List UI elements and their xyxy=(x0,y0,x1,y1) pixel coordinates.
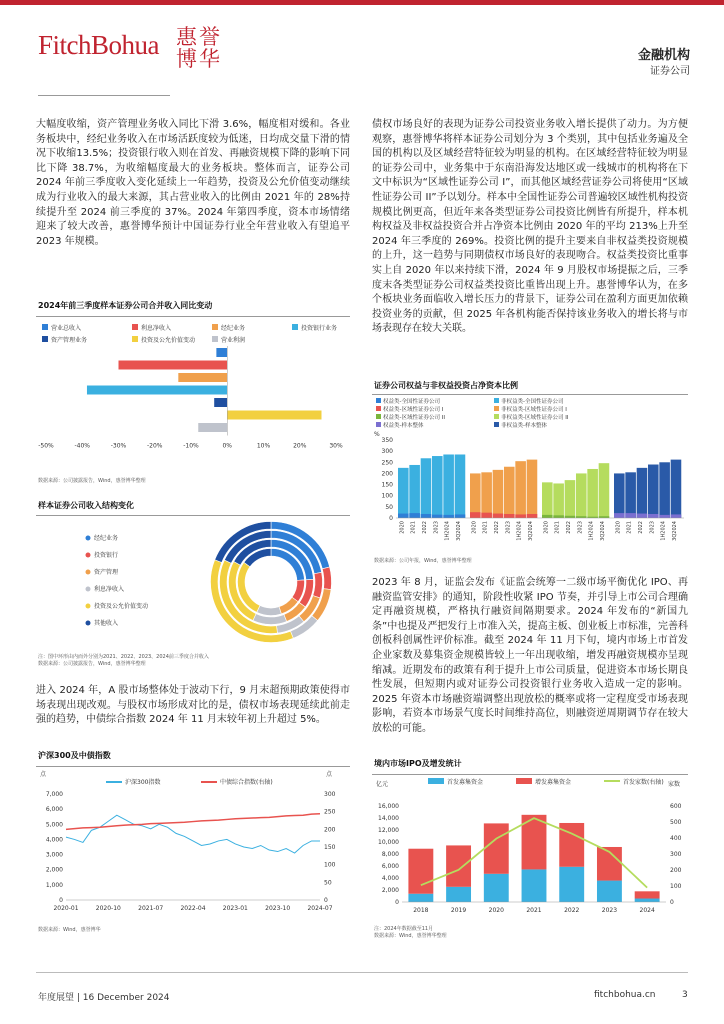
legend-marker xyxy=(86,621,91,626)
x-tick-label: 2021-07 xyxy=(138,905,164,912)
y-right-tick: 500 xyxy=(670,819,682,826)
y-left-tick: 6,000 xyxy=(381,863,399,870)
bar xyxy=(625,513,636,518)
bar xyxy=(515,461,526,518)
bar xyxy=(576,516,587,518)
bar xyxy=(599,516,610,518)
x-tick-label: 2020 xyxy=(471,521,478,534)
top-accent-bar xyxy=(0,0,724,5)
x-tick-label: -40% xyxy=(74,442,91,450)
x-tick-label: 2023 xyxy=(433,521,440,534)
x-tick-label: 2023-10 xyxy=(265,905,291,912)
fitchbohua-logo: FitchBohua xyxy=(38,30,159,60)
bar-ipo xyxy=(446,887,471,902)
chart4-title: 证券公司权益与非权益投资占净资本比例 xyxy=(374,381,518,390)
y-left-tick: 2,000 xyxy=(381,887,399,894)
x-tick-label: 2024 xyxy=(639,907,655,914)
chart1-source: 数据来源：公司披露报告，Wind，惠誉博华整理 xyxy=(38,478,146,484)
y-right-tick: 400 xyxy=(670,835,682,842)
x-tick-label: 2018 xyxy=(413,907,429,914)
bar xyxy=(421,514,432,518)
y-left-tick: 4,000 xyxy=(45,836,63,844)
y-left-tick: 16,000 xyxy=(378,803,399,810)
bar xyxy=(527,514,538,518)
bar xyxy=(504,467,515,518)
bar xyxy=(470,473,481,518)
legend-marker xyxy=(86,553,91,558)
x-tick-label: 2023 xyxy=(577,521,584,534)
x-tick-label: 0% xyxy=(222,442,233,450)
bar xyxy=(87,386,227,395)
bar xyxy=(659,515,670,518)
bar xyxy=(515,514,526,518)
legend-label: 非权益类-样本整体 xyxy=(501,423,547,429)
bar xyxy=(648,514,659,518)
x-tick-label: 2023 xyxy=(649,521,656,534)
x-tick-label: 2022 xyxy=(637,521,644,534)
y-right-tick: 0 xyxy=(324,897,328,904)
bar xyxy=(409,465,420,518)
bar xyxy=(432,456,443,518)
bar-secondary xyxy=(484,823,509,873)
bar xyxy=(178,373,227,382)
bar xyxy=(587,469,598,518)
page-section-title: 金融机构 xyxy=(637,48,690,63)
chinabond-line xyxy=(66,814,320,830)
ipo-chart xyxy=(372,776,688,922)
y-left-tick: 3,000 xyxy=(45,851,63,859)
bar xyxy=(648,465,659,518)
legend-label: 权益类-区域性证券公司 I xyxy=(383,407,444,413)
legend-label: 首发募集资金 xyxy=(447,779,484,786)
body-paragraph-4: 2023 年 8 月，证监会发布《证监会统筹一二级市场平衡优化 IPO、再融资监管安排》的通知，阶段性收紧 IPO 节奏，并引导上市公司合理确定再融资规模，严格执行融资间隔期要求。2024 年发布的“新国九条”中也提及严把发行上市准入关，提高主板、创业板上市标准，完善科创板科创属性评价标准。截至 2024 年 11 月下旬，境内市场上市首发企业家数及募集资金规模皆较上一年出现收缩，增发再融资规模亦呈现缩减。近期发布的政策有利于提升上市公司质量，促进资本市场长期良性发展，但短期内或对证券公司投资银行业务收入造成一定的影响。2025 年资本市场融资端调整出现放松的概率或将一定程度受市场表现影响，若资本市场景气度长时间维持高位，则融资逆周期调节存在较大放松的可能。 xyxy=(372,577,688,734)
legend-swatch xyxy=(376,422,381,427)
chart3-title: 沪深300及中债指数 xyxy=(38,751,111,760)
y-left-tick: 14,000 xyxy=(378,815,399,822)
bar xyxy=(398,468,409,518)
revenue-structure-chart xyxy=(36,518,350,648)
y-left-tick: 2,000 xyxy=(45,866,63,874)
bar xyxy=(455,454,466,518)
legend-label: 中债综合指数(右轴) xyxy=(220,779,273,786)
x-tick-label: -20% xyxy=(146,442,163,450)
x-tick-label: 30% xyxy=(329,442,343,450)
bar xyxy=(565,480,576,518)
x-tick-label: 2022 xyxy=(565,521,572,534)
bar xyxy=(398,514,409,518)
legend-swatch xyxy=(494,422,499,427)
investment-ratio-chart xyxy=(372,396,688,552)
legend-label: 投资银行 xyxy=(94,552,119,559)
legend-swatch xyxy=(212,324,218,330)
x-tick-label: 10% xyxy=(256,442,271,450)
y-right-tick: 100 xyxy=(670,883,682,890)
legend-label: 资产管理 xyxy=(94,569,119,576)
legend-swatch xyxy=(376,406,381,411)
legend-swatch xyxy=(292,324,298,330)
page-number: 3 xyxy=(682,990,688,1000)
legend-swatch xyxy=(494,414,499,419)
x-tick-label: 1H2024 xyxy=(588,521,595,541)
bar xyxy=(493,514,504,518)
bar xyxy=(614,513,625,518)
y-right-tick: 150 xyxy=(324,844,336,851)
legend-label: 非权益类-全国性证券公司 xyxy=(501,399,564,405)
y-left-unit: 点 xyxy=(40,771,47,778)
y-tick-label: 300 xyxy=(381,448,393,456)
legend-swatch xyxy=(494,398,499,403)
bar xyxy=(553,483,564,518)
legend-swatch xyxy=(376,398,381,403)
legend-label: 投资及公允价值变动 xyxy=(141,337,196,344)
legend-label: 首发家数(右轴) xyxy=(623,779,664,786)
bar xyxy=(481,513,492,518)
legend-swatch xyxy=(494,406,499,411)
x-tick-label: 2020 xyxy=(543,521,550,534)
bar xyxy=(671,460,682,518)
y-right-tick: 50 xyxy=(324,879,332,887)
legend-label: 非权益类-区域性证券公司 I xyxy=(501,407,567,413)
x-tick-label: 2023 xyxy=(505,521,512,534)
y-right-tick: 200 xyxy=(670,867,682,874)
chart2-note xyxy=(38,654,348,668)
bar-ipo xyxy=(635,899,660,902)
bar xyxy=(443,454,454,518)
bar-ipo xyxy=(559,867,584,902)
x-tick-label: 3Q2024 xyxy=(599,521,606,541)
chart3-source: 数据来源：Wind，惠誉博华 xyxy=(38,927,101,933)
bar xyxy=(671,514,682,518)
x-tick-label: 2024-07 xyxy=(307,905,333,912)
y-left-tick: 7,000 xyxy=(45,791,63,798)
x-tick-label: 2020-01 xyxy=(53,905,79,912)
y-tick-label: 150 xyxy=(381,481,393,489)
footer-rule xyxy=(36,972,688,973)
page-section-subtitle: 证券公司 xyxy=(650,66,690,77)
y-left-tick: 0 xyxy=(59,897,63,904)
bar xyxy=(470,512,481,518)
x-tick-label: -30% xyxy=(110,442,127,450)
y-left-tick: 4,000 xyxy=(381,875,399,882)
y-unit: % xyxy=(374,431,380,438)
x-tick-label: 2023 xyxy=(601,907,618,914)
bar xyxy=(421,458,432,518)
legend-label: 非权益类-区域性证券公司 II xyxy=(501,415,569,421)
x-tick-label: 2021 xyxy=(526,907,542,914)
chart2-note-text: 注：图中环形由内而外分别为2021、2022、2023、2024前三季度合并收入 xyxy=(38,654,209,660)
chart5-rule xyxy=(372,774,688,775)
legend-label: 权益类-样本整体 xyxy=(383,423,424,429)
bar xyxy=(614,473,625,518)
x-tick-label: 1H2024 xyxy=(516,521,523,541)
legend-label: 其他收入 xyxy=(94,620,119,627)
chart2-source-text: 数据来源：公司披露报告，Wind，惠誉博华整理 xyxy=(38,661,146,667)
chart5-note-text: 注：2024年数据截至11月 xyxy=(374,926,434,932)
y-left-tick: 0 xyxy=(395,899,399,906)
legend-swatch xyxy=(132,336,138,342)
legend-label: 经纪业务 xyxy=(94,535,119,542)
x-tick-label: 2022 xyxy=(493,521,500,534)
body-paragraph-2: 进入 2024 年，A 股市场整体处于波动下行，9 月末超预期政策使得市场表现出现改观。与股权市场形成对比的是，债权市场表现延续此前走强的趋势，中债综合指数 2024 年 11 月末较年初上升超过 5%。 xyxy=(36,685,350,726)
legend-swatch xyxy=(212,336,218,342)
x-tick-label: 2020-10 xyxy=(95,905,121,912)
y-tick-label: 350 xyxy=(381,437,393,444)
bar-ipo xyxy=(522,869,547,902)
bar xyxy=(432,515,443,518)
x-tick-label: 2022 xyxy=(564,907,580,914)
legend-swatch xyxy=(132,324,138,330)
bar xyxy=(542,482,553,518)
bar xyxy=(542,515,553,518)
bar-secondary xyxy=(635,891,660,898)
header-rule xyxy=(38,95,170,96)
chart5-title: 境内市场IPO及增发统计 xyxy=(374,759,462,768)
chart4-source: 数据来源：公司年报，Wind，惠誉博华整理 xyxy=(374,558,472,564)
x-tick-label: 1H2024 xyxy=(444,521,451,541)
y-left-tick: 10,000 xyxy=(378,839,399,846)
legend-label: 资产管理业务 xyxy=(51,337,88,344)
y-right-tick: 100 xyxy=(324,861,336,869)
x-tick-label: 2020 xyxy=(615,521,622,534)
legend-label: 增发募集资金 xyxy=(535,779,572,786)
y-tick-label: 250 xyxy=(381,459,393,467)
bar xyxy=(637,514,648,518)
bar xyxy=(659,462,670,518)
bar xyxy=(119,361,228,370)
bar-ipo xyxy=(484,874,509,902)
legend-marker xyxy=(86,604,91,609)
bar xyxy=(553,515,564,518)
bar xyxy=(409,513,420,518)
bar xyxy=(198,423,227,432)
legend-label: 利息净收入 xyxy=(141,325,172,332)
bar xyxy=(504,514,515,518)
x-tick-label: 2022 xyxy=(421,521,428,534)
bar xyxy=(565,516,576,518)
y-left-tick: 8,000 xyxy=(381,851,399,858)
body-paragraph-1: 大幅度收缩，资产管理业务收入同比下滑 3.6%，幅度相对缓和。各业务板块中，经纪业务收入在市场活跃度较为低迷，日均成交量下滑的情况下收缩13.5%；投资银行收入则在首发、再融资规模下降的影响下同比下降 38.7%，为收缩幅度最大的业务板块。整体而言，证券公司 2024 年前三季度收入变化延续上一年趋势，投资及公允价值变动继续成为行业收入的最大来源，其占营业收入的比例由 2021 年的 28%持续提升至 2024 前三季度的 37%。2024 年第四季度，资本市场情绪迎来了较大改善，惠誉博华预计中国证券行业全年营业收入有望追平 2023 年规模。 xyxy=(36,119,350,247)
x-tick-label: 2022-04 xyxy=(180,905,206,912)
body-paragraph-3: 债权市场良好的表现为证券公司投资业务收入增长提供了动力。为方便观察，惠誉博华将样本证券公司划分为 3 个类别，其中包括业务遍及全国的机构以及区域经营特征较为明显的机构。在区域经营特征较为明显的证券公司中，业务集中于东南沿海发达地区或一线城市的机构将在下文中标识为“区域性证券公司 I”，而其他区域经营证券公司将使用“区域性证券公司 II”予以划分。样本中全国性证券公司普遍较区域性机构投资规模比例更高，但近年来各类型证券公司投资比例皆有所提升，样本机构权益及非权益投资合并占净资本比例由 2020 年的平均 213%上升至 2024 年三季度的 269%。投资比例的提升主要来自非权益类投资规模的上升，这一趋势与同期债权市场良好的表现吻合。权益类投资比重事实上自 2020 年以来持续下滑，2024 年 9 月股权市场提振之后，三季度末各类型证券公司权益类投资比重皆出现上升。惠誉博华认为，在多个板块业务面临收入增长压力的背景下，证券公司在盈利方面更加依赖投资业务的贡献，但 2025 年各机构能否保持该业务收入的增长将与市场表现存在较大关联。 xyxy=(372,119,688,335)
chart3-rule xyxy=(36,766,350,767)
x-tick-label: 3Q2024 xyxy=(455,521,462,541)
x-tick-label: 2019 xyxy=(450,907,467,914)
legend-label: 经纪业务 xyxy=(221,325,246,332)
legend-swatch xyxy=(428,778,444,784)
legend-label: 投资及公允价值变动 xyxy=(94,603,149,610)
bar-secondary xyxy=(446,845,471,886)
y-tick-label: 0 xyxy=(389,515,393,522)
ring-segment xyxy=(313,572,323,598)
ring-segment xyxy=(322,567,331,590)
y-left-tick: 5,000 xyxy=(45,821,63,829)
legend-swatch xyxy=(376,414,381,419)
x-tick-label: 2021 xyxy=(482,521,489,534)
legend-label: 沪深300指数 xyxy=(125,779,161,786)
bar xyxy=(599,463,610,518)
y-right-tick: 300 xyxy=(670,851,682,858)
bar xyxy=(455,514,466,518)
y-right-unit: 家数 xyxy=(668,781,681,788)
chart5-source-text: 数据来源：Wind，惠誉博华整理 xyxy=(374,933,447,939)
footer-website: fitchbohua.cn xyxy=(594,990,656,1000)
x-tick-label: 2020 xyxy=(399,521,406,534)
bar xyxy=(443,515,454,518)
legend-swatch xyxy=(516,778,532,784)
y-tick-label: 50 xyxy=(385,503,393,511)
bar xyxy=(481,472,492,518)
bar xyxy=(576,473,587,518)
footer-report-date: 年度展望 | 16 December 2024 xyxy=(38,993,170,1003)
bar xyxy=(625,472,636,518)
x-tick-label: -50% xyxy=(38,442,54,450)
y-right-tick: 600 xyxy=(670,803,682,810)
bar-ipo xyxy=(597,881,622,902)
x-tick-label: 1H2024 xyxy=(660,521,667,541)
legend-swatch xyxy=(42,336,48,342)
y-left-tick: 1,000 xyxy=(45,881,63,889)
bar xyxy=(493,470,504,518)
bar-secondary xyxy=(408,849,433,894)
x-tick-label: -10% xyxy=(183,442,199,450)
legend-marker xyxy=(86,570,91,575)
legend-marker xyxy=(86,587,91,592)
bar-ipo xyxy=(408,894,433,902)
chart2-rule xyxy=(36,515,350,516)
x-tick-label: 2020 xyxy=(488,907,504,914)
chart1-title: 2024年前三季度样本证券公司合并收入同比变动 xyxy=(38,301,213,310)
legend-marker xyxy=(86,536,91,541)
chart4-rule xyxy=(372,394,688,395)
x-tick-label: 2021 xyxy=(626,521,633,534)
bar xyxy=(216,348,227,357)
bar xyxy=(527,460,538,518)
ring-segment xyxy=(257,606,282,616)
legend-label: 权益类-全国性证券公司 xyxy=(383,399,440,405)
chart5-notes xyxy=(374,926,447,940)
y-left-tick: 12,000 xyxy=(378,827,399,834)
x-tick-label: 2023-01 xyxy=(222,905,248,912)
legend-label: 营业利润 xyxy=(221,337,246,344)
legend-label: 营业总收入 xyxy=(51,325,82,332)
chart2-title: 样本证券公司收入结构变化 xyxy=(38,501,134,510)
x-tick-label: 2021 xyxy=(554,521,561,534)
x-tick-label: 2021 xyxy=(410,521,417,534)
y-tick-label: 100 xyxy=(381,492,393,500)
y-right-unit: 点 xyxy=(326,771,333,778)
legend-label: 权益类-区域性证券公司 II xyxy=(383,415,445,421)
revenue-change-chart xyxy=(36,318,350,464)
y-right-tick: 200 xyxy=(324,826,336,834)
bar xyxy=(214,398,227,407)
bar xyxy=(227,411,321,420)
x-tick-label: 3Q2024 xyxy=(671,521,678,541)
index-line-chart xyxy=(36,768,350,920)
y-right-tick: 0 xyxy=(670,899,674,906)
y-tick-label: 200 xyxy=(381,470,393,478)
chart1-rule xyxy=(36,316,350,317)
x-tick-label: 3Q2024 xyxy=(527,521,534,541)
y-right-tick: 250 xyxy=(324,808,336,816)
legend-swatch xyxy=(42,324,48,330)
y-left-tick: 6,000 xyxy=(45,806,63,814)
bar xyxy=(637,468,648,518)
x-tick-label: 20% xyxy=(293,442,307,450)
fitchbohua-logo-cn: 惠誉博华 xyxy=(176,25,222,71)
y-left-unit: 亿元 xyxy=(376,781,389,788)
y-right-tick: 300 xyxy=(324,791,336,798)
legend-label: 投资银行业务 xyxy=(301,325,338,332)
legend-label: 利息净收入 xyxy=(94,586,125,593)
